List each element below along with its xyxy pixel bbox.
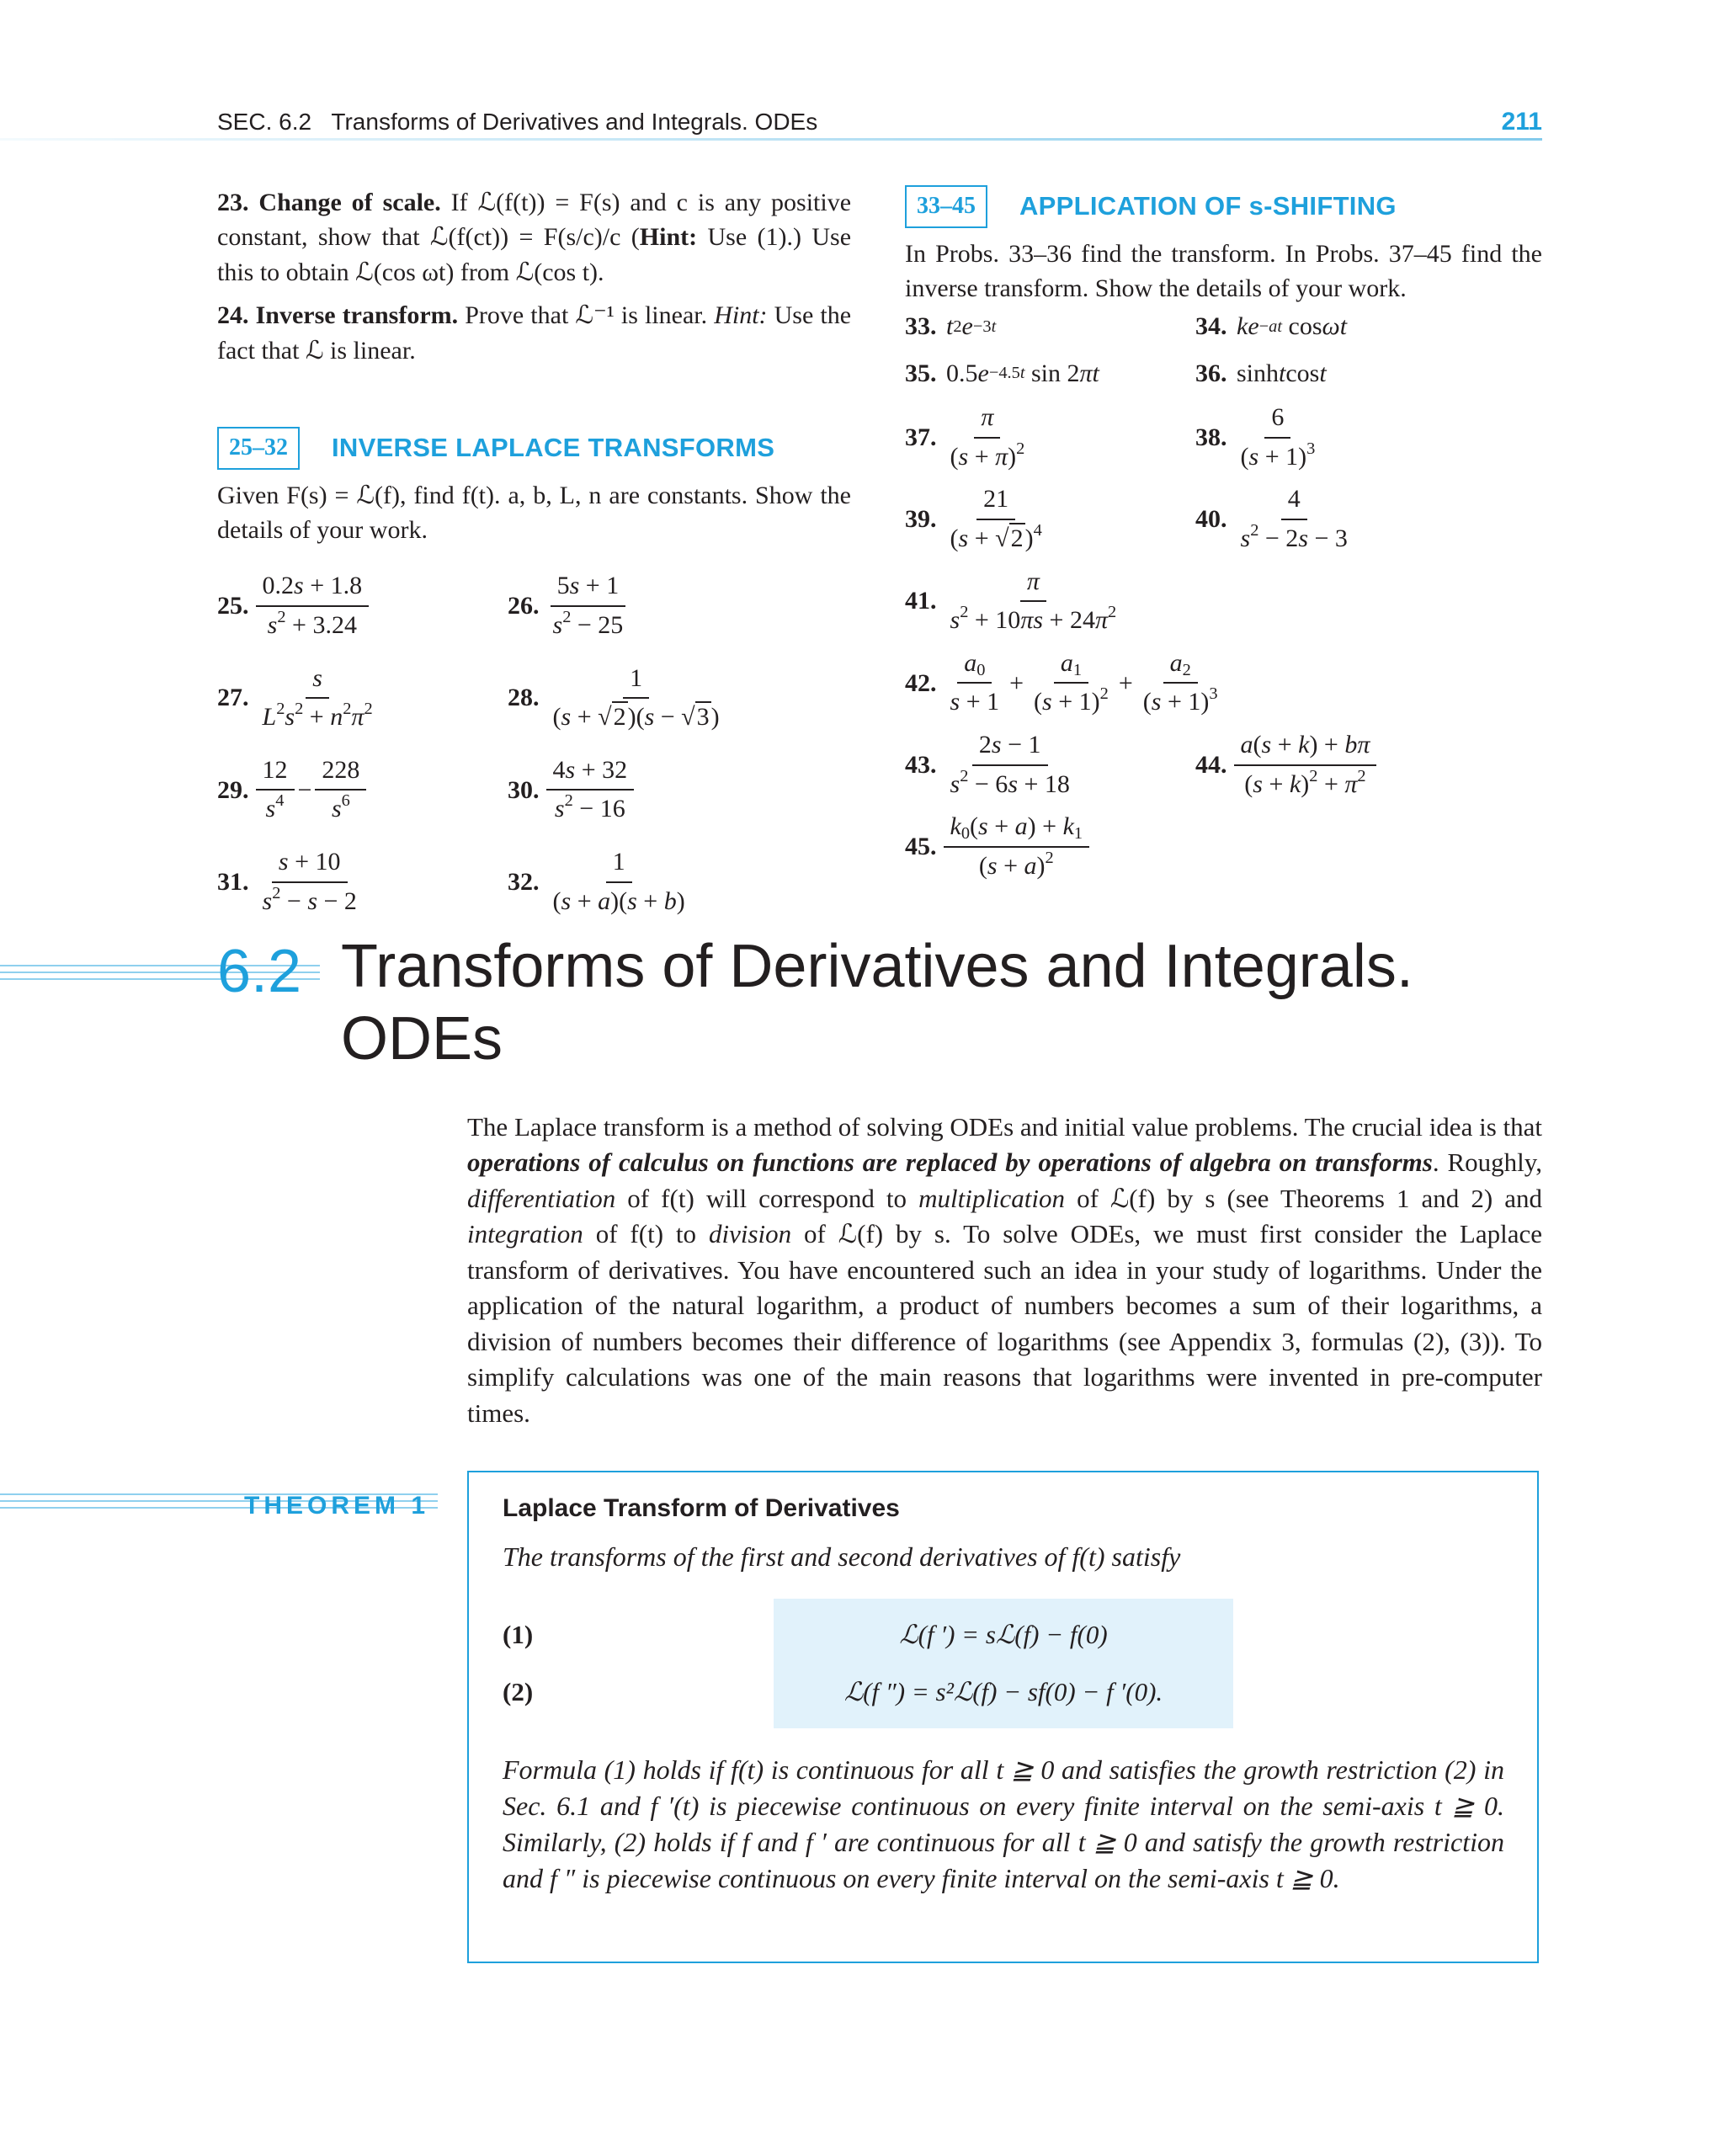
section-number: 6.2 (217, 938, 302, 1005)
running-head-title: SEC. 6.2 Transforms of Derivatives and Integrals. ODEs (217, 108, 818, 135)
problem-39: 39. 21 $(s + √2)^4$ (905, 485, 1042, 552)
problem-45: 45. $k_0(s + a) + k_1$ $(s + a)^2$ (905, 812, 1540, 881)
problems-25-32 (217, 571, 851, 917)
theorem-conditions: Formula (1) holds if f(t) is continuous for all t ≧ 0 and satisfies the growth restriction (2) in Sec. 6.1 and f ′(t) is piecewise continuous on every finite interval on the semi-axis t ≧ 0. Similarly, (2) holds if f and f ′ are continuous for all t ≧ 0 and satisfy the growth restriction and f ″ is piecewise continuous on every finite interval on the semi-axis t ≧ 0. (503, 1754, 1504, 1893)
problem-38: 38. 6 $(s + 1)^3$ (1195, 403, 1316, 471)
problem-set-intro: Given F(s) = ℒ(f), find f(t). a, b, L, n are constants. Show the details of your work. (217, 481, 851, 544)
problem-24: 24. Inverse transform. Prove that ℒ⁻¹ is linear. Hint: Use the fact that ℒ is linear. (217, 301, 852, 365)
problem-set-intro: In Probs. 33–36 find the transform. In Probs. 37–45 find the inverse transform. Show the details of your work. (905, 239, 1542, 303)
problem-35: 35. 0.5 e −4.5t sin 2 πt (905, 359, 1099, 387)
theorem-box (467, 1471, 1539, 1963)
equation-tag-1: (1) (503, 1620, 534, 1649)
problem-range-badge: 33–45 (905, 185, 987, 228)
problem-31: 31. s + 10 $s^2 - s - 2$ (217, 847, 357, 915)
page-number: 211 (1501, 108, 1542, 136)
problems-right-column (905, 185, 1542, 881)
problem-33: 33. t 2 e −3t (905, 312, 997, 341)
theorem-statement: The transforms of the first and second derivatives of f(t) satisfy (503, 1541, 1181, 1572)
problem-28: 28. 1 (s + √2)(s − √3) (508, 663, 720, 732)
problem-42: 42. $a_0$ s + 1 + $a_1$ $(s + 1)^2$ + $a_2$ $(s + 1)^3$ (905, 648, 1218, 716)
equation-1: ℒ(f ′) = sℒ(f) − f(0) (899, 1620, 1108, 1649)
problem-23: 23. Change of scale. If ℒ(f(t)) = F(s) and c is any positive constant, show that ℒ(f(ct)) = F(s/c)/c (Hint: Use (1).) Use this to obtain ℒ(cos ωt) from ℒ(cos t). (217, 189, 852, 286)
problem-set-title: APPLICATION OF s-SHIFTING (1019, 190, 1397, 221)
section-title: Transforms of Derivatives and Integrals. ODEs (341, 933, 1413, 1073)
equation-tag-2: (2) (503, 1677, 534, 1706)
theorem-name: Laplace Transform of Derivatives (503, 1494, 900, 1522)
problem-30: 30. 4s + 32 $s^2 - 16$ (508, 755, 844, 825)
problem-range-badge: 25–32 (217, 427, 300, 470)
problem-44: 44. a(s + k) + bπ $(s + k)^2 + \pi^2$ (1195, 730, 1540, 800)
problem-40: 40. 4 $s^2 - 2s - 3$ (1195, 485, 1348, 552)
problem-41: 41. π $s^2 + 10\pi s + 24\pi^2$ (905, 567, 1117, 635)
problem-32: 32. 1 (s + a)(s + b) (508, 847, 685, 915)
problem-29: 29. 12 $s^4$ − 228 $s^6$ (217, 755, 508, 825)
problem-43: 43. 2s − 1 $s^2 - 6s + 18$ (905, 730, 1070, 798)
problems-left-column (217, 185, 851, 917)
problem-37: 37. π $(s + \pi)^2$ (905, 403, 1025, 471)
intro-paragraph: The Laplace transform is a method of solving ODEs and initial value problems. The crucial idea is that operations of calculus on functions are replaced by operations of algebra on transforms. Roughly, differentiation of f(t) will correspond to multiplication of ℒ(f) by s (see Theorems 1 and 2) and integration of f(t) to division of ℒ(f) by s. To solve ODEs, we must first consider the Laplace transform of derivatives. You have encountered such an idea in your study of logarithms. Under the application of the natural logarithm, a product of numbers becomes a sum of their logarithms, a division of numbers becomes their difference of logarithms (see Appendix 3, formulas (2), (3)). To simplify calculations was one of the main reasons that logarithms were invented in pre-computer times. (467, 1112, 1542, 1428)
problem-25: 25. 0.2s + 1.8 $s^2 + 3.24$ (217, 571, 508, 641)
problem-27: 27. s $L^2s^2 + n^2\pi^2$ (217, 663, 373, 732)
problem-set-header-25-32 (217, 427, 851, 470)
problems-33-45 (905, 309, 1542, 881)
equation-2: ℒ(f ″) = s²ℒ(f) − sf(0) − f ′(0). (843, 1677, 1163, 1706)
header-rule (0, 138, 1542, 141)
problem-36: 36. sinh t cos t (1195, 359, 1327, 387)
problem-set-header-33-45 (905, 185, 1542, 228)
problem-34: 34. ke −at cos ωt (1195, 312, 1348, 341)
running-head (217, 104, 1542, 140)
theorem-label: THEOREM 1 (244, 1492, 430, 1520)
problem-set-title: INVERSE LAPLACE TRANSFORMS (332, 432, 775, 462)
problem-26: 26. 5s + 1 $s^2 - 25$ (508, 571, 844, 641)
